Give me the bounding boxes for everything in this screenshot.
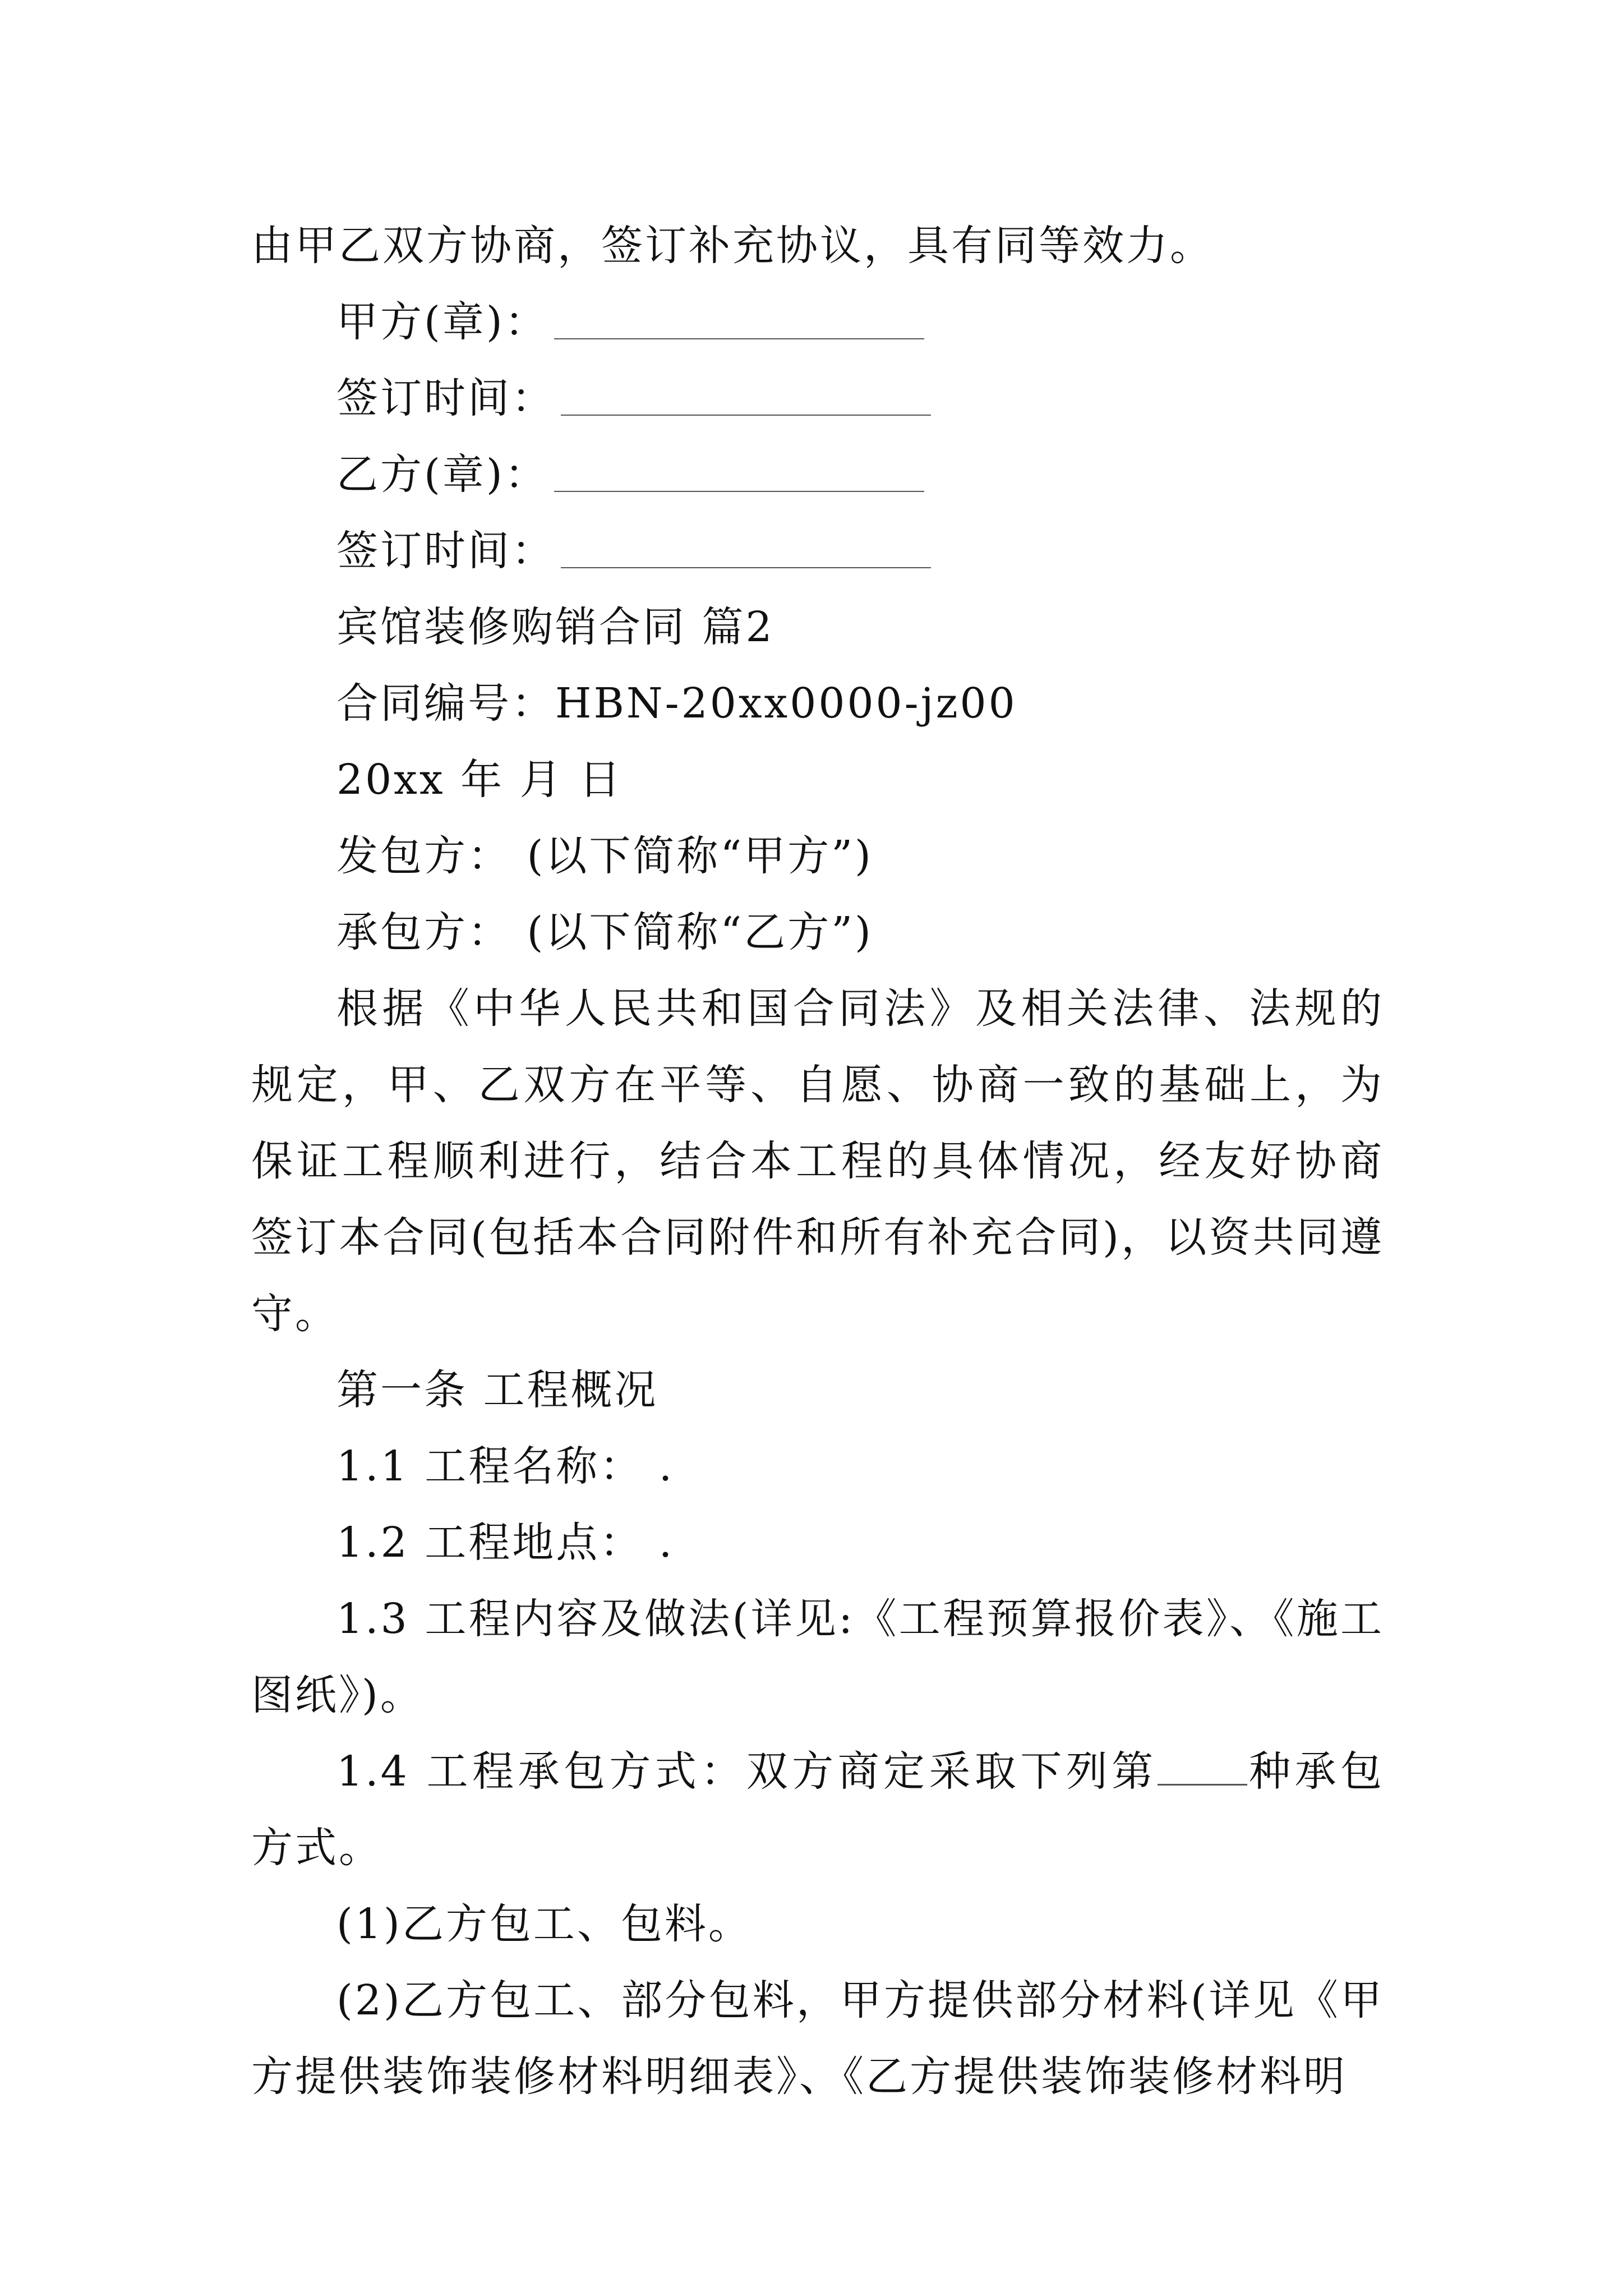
party-b-date-blank[interactable] [561, 567, 931, 568]
party-a-seal-label: 甲方(章)： [336, 298, 548, 346]
clause-1-2: 1.2 工程地点： . [336, 1519, 675, 1567]
option-2: (2)乙方包工、部分包料，甲方提供部分材料(详见《甲方提供装饰装修材料明细表》、《乙方提供装饰装修材料明 [251, 1976, 1384, 2101]
clause-1-4 [251, 1733, 1384, 1886]
contract-method-blank[interactable] [1158, 1750, 1247, 1786]
party-b-seal-label: 乙方(章)： [336, 450, 548, 499]
party-a-seal-line [251, 284, 1384, 360]
party-a-seal-blank[interactable] [554, 338, 924, 339]
party-a-date-line [251, 360, 1384, 436]
clause-1-4-text-after: 种承包方式。 [251, 1747, 1384, 1872]
party-a-date-label: 签订时间： [336, 374, 555, 422]
party-b-seal-line [251, 436, 1384, 513]
option-1: (1)乙方包工、包料。 [336, 1900, 752, 1948]
clause-1-1: 1.1 工程名称： . [336, 1442, 675, 1490]
contract-number: 合同编号：HBN-20xx0000-jz00 [336, 679, 1017, 728]
party-b-seal-blank[interactable] [554, 491, 924, 492]
party-b-date-label: 签订时间： [336, 527, 555, 575]
party-a-date-blank[interactable] [561, 415, 931, 416]
document-page [251, 208, 1384, 2115]
clause-1-3: 1.3 工程内容及做法(详见:《工程预算报价表》、《施工图纸》)。 [251, 1595, 1384, 1719]
contract-date: 20xx 年 月 日 [336, 756, 623, 804]
article-1-title: 第一条 工程概况 [336, 1366, 658, 1414]
contract-title: 宾馆装修购销合同 篇2 [336, 603, 774, 651]
party-a-line: 发包方： (以下简称“甲方”) [336, 832, 873, 880]
intro-tail-text: 由甲乙双方协商，签订补充协议，具有同等效力。 [251, 222, 1214, 270]
party-b-line: 承包方： (以下简称“乙方”) [336, 908, 873, 956]
party-b-date-line [251, 513, 1384, 589]
preamble-paragraph: 根据《中华人民共和国合同法》及相关法律、法规的规定，甲、乙双方在平等、自愿、协商一致的基础上，为保证工程顺利进行，结合本工程的具体情况，经友好协商签订本合同(包括本合同附件和所有补充合同)，以资共同遵守。 [251, 984, 1384, 1338]
clause-1-4-text-before: 1.4 工程承包方式：双方商定采取下列第 [336, 1747, 1158, 1796]
